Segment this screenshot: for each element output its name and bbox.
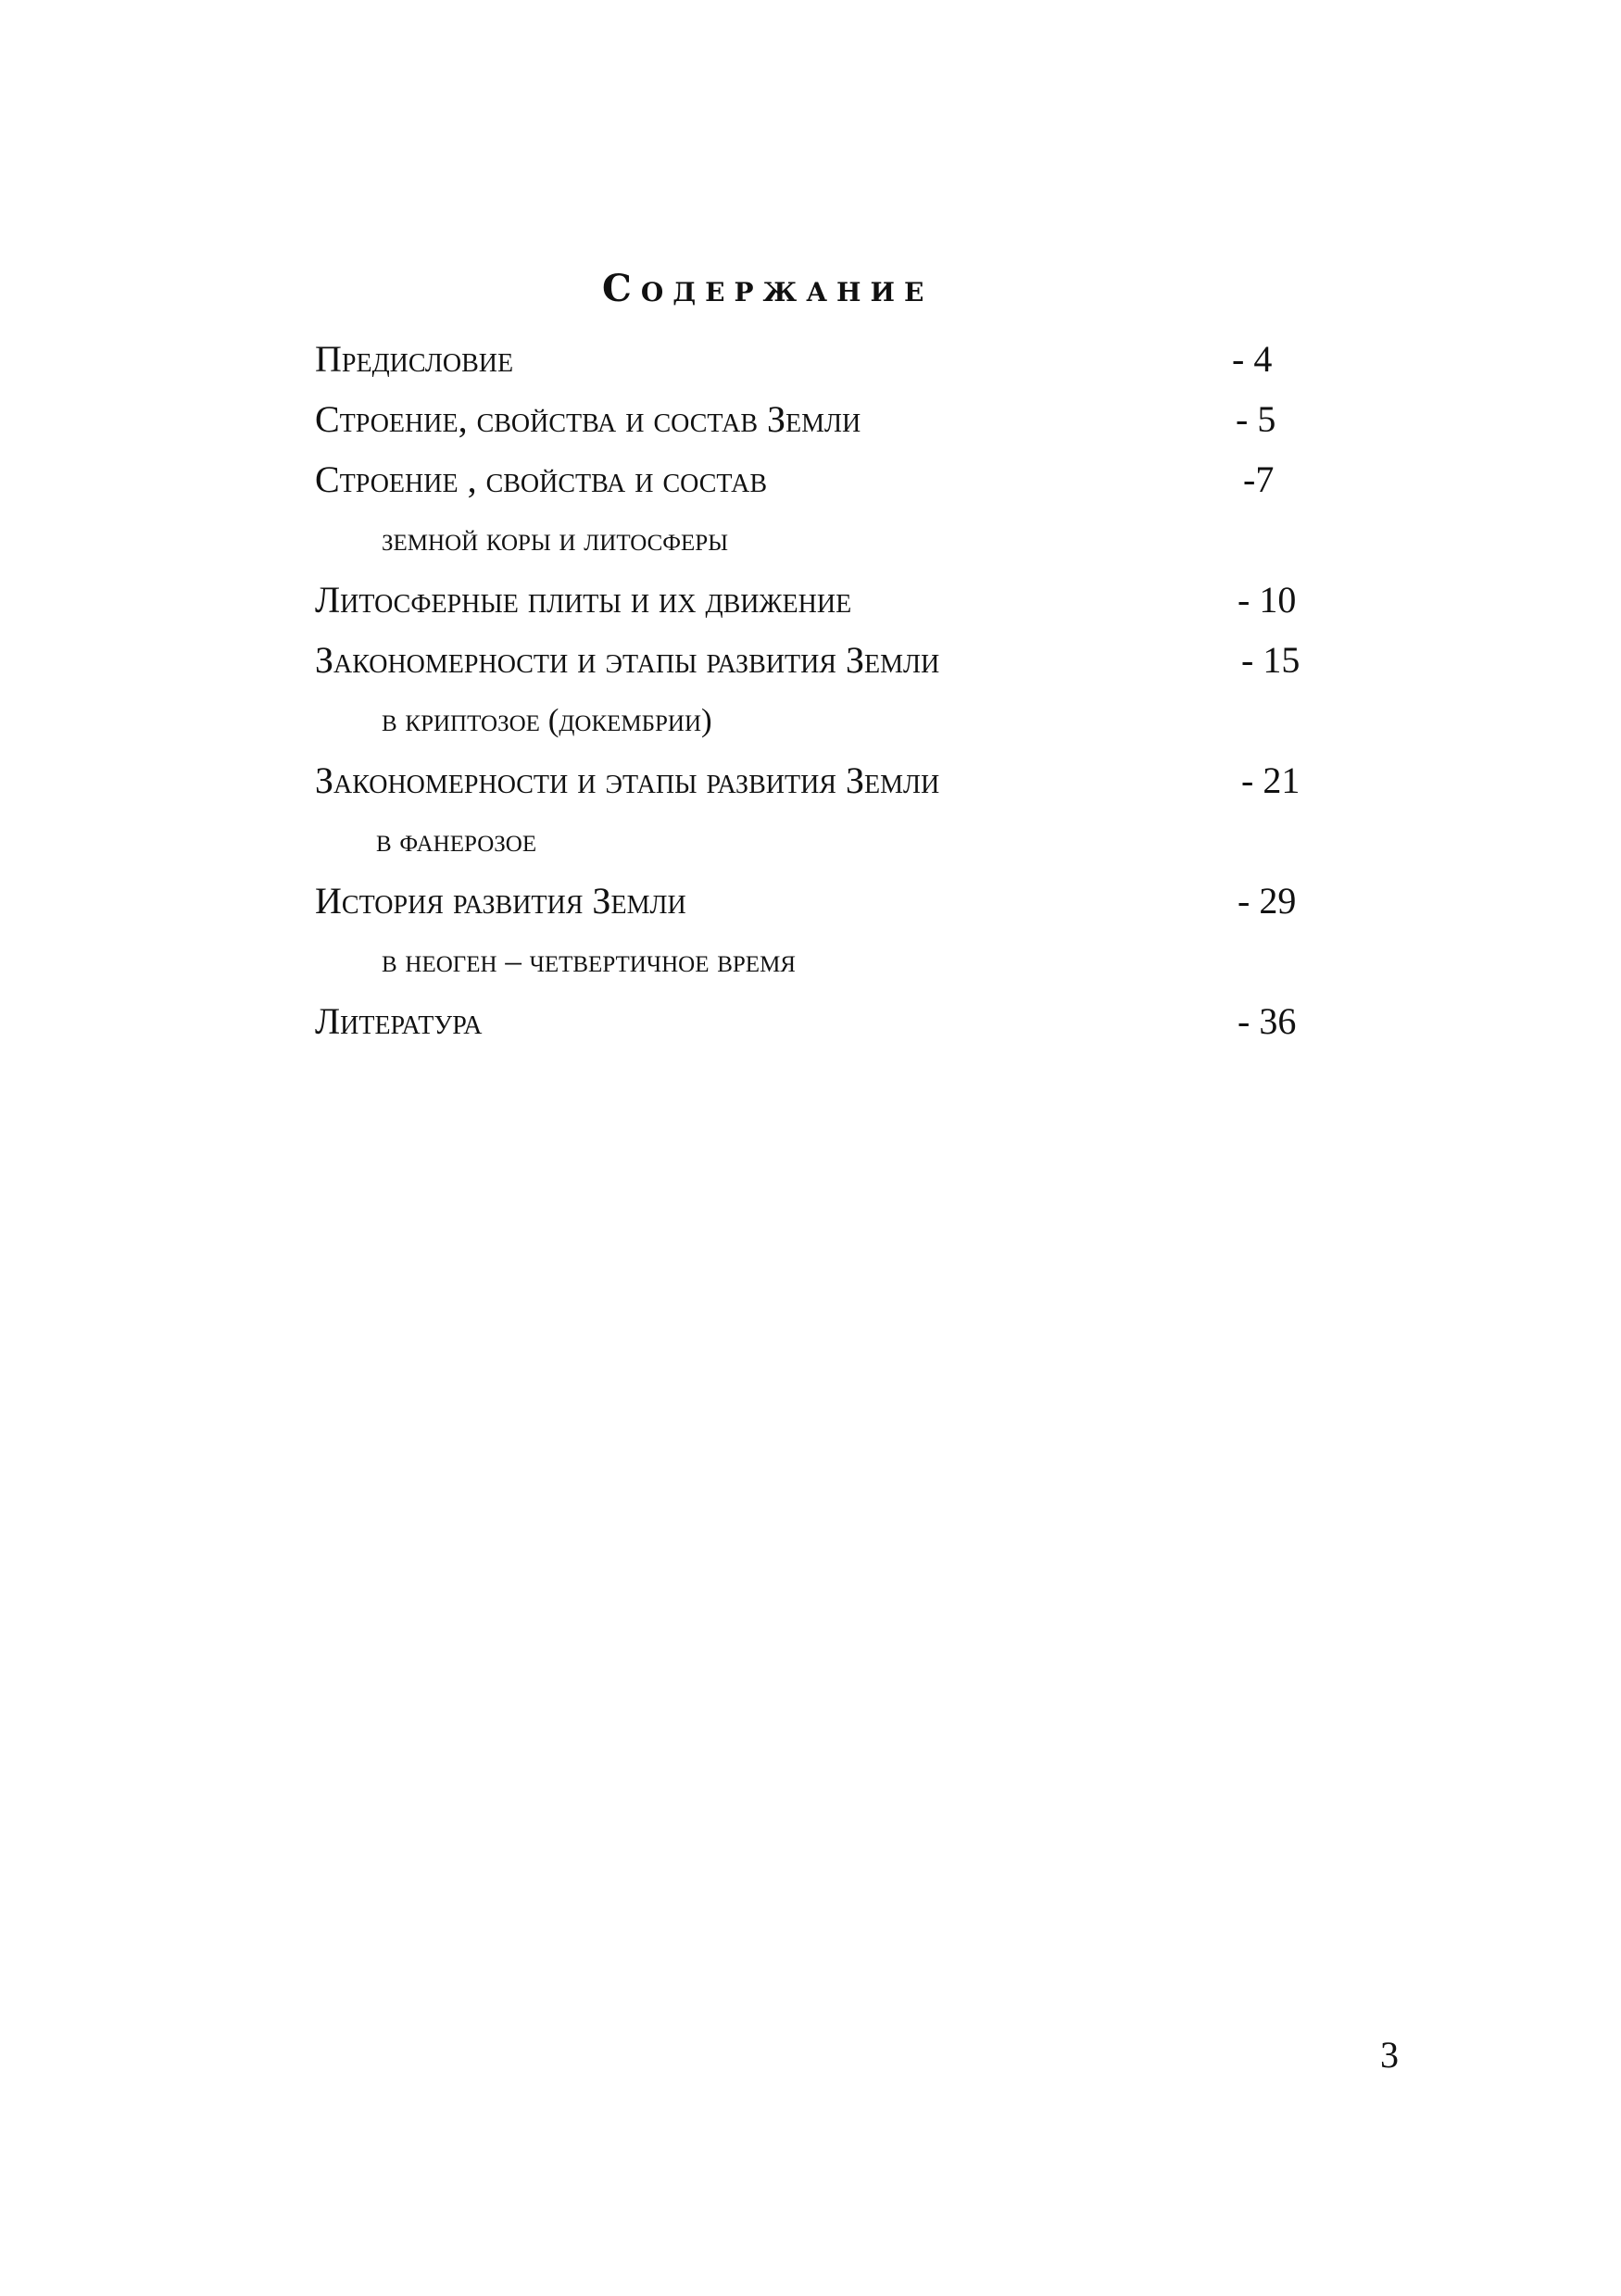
toc-entry-page: - 15 bbox=[1241, 639, 1301, 681]
toc-entry-page: - 36 bbox=[1238, 1000, 1297, 1042]
toc-entry-label: в неоген – четвертичное время bbox=[382, 943, 796, 979]
toc-entry-label: Закономерности и этапы развития Земли bbox=[315, 759, 940, 801]
toc-entry-page: - 29 bbox=[1238, 880, 1297, 922]
toc-entry-label: в фанерозое bbox=[376, 822, 537, 859]
toc-entry-label: Строение , свойства и состав bbox=[315, 458, 768, 500]
toc-entry-page: - 4 bbox=[1232, 338, 1273, 380]
toc-entry-page: - 21 bbox=[1241, 759, 1301, 801]
toc-entry-page: - 10 bbox=[1238, 579, 1297, 621]
toc-entry-page: - 5 bbox=[1236, 398, 1276, 440]
toc-entry-label: Закономерности и этапы развития Земли bbox=[315, 639, 940, 681]
toc-entry-page: -7 bbox=[1243, 458, 1275, 500]
toc-entry-neogene-history[interactable] bbox=[315, 871, 1334, 931]
page-number: 3 bbox=[1380, 2034, 1399, 2076]
toc-entry-lithospheric-plates[interactable] bbox=[315, 570, 1334, 630]
toc-entry-label: Предисловие bbox=[315, 338, 514, 380]
toc-entry-earth-structure[interactable] bbox=[315, 389, 1334, 449]
toc-entry-literature[interactable] bbox=[315, 991, 1334, 1051]
toc-entry-crust-structure[interactable] bbox=[315, 449, 1334, 509]
toc-entry-label: История развития Земли bbox=[315, 880, 686, 922]
toc-entry-label: Строение, свойства и состав Земли bbox=[315, 398, 861, 440]
toc-entry-cryptozoic-continued bbox=[315, 690, 1334, 750]
toc-entry-label: Литосферные плиты и их движение bbox=[315, 579, 852, 621]
toc-entry-preface[interactable] bbox=[315, 329, 1334, 389]
toc-entry-label: земной коры и литосферы bbox=[382, 521, 729, 558]
toc-entry-crust-structure-continued bbox=[315, 509, 1334, 570]
toc-entry-phanerozoic-continued bbox=[315, 810, 1334, 871]
toc-entry-phanerozoic[interactable] bbox=[315, 750, 1334, 810]
toc-title: Содержание bbox=[602, 267, 934, 310]
toc-entry-label: в криптозое (докембрии) bbox=[382, 702, 712, 738]
toc-entry-neogene-history-continued bbox=[315, 931, 1334, 991]
toc-entry-cryptozoic[interactable] bbox=[315, 630, 1334, 690]
table-of-contents bbox=[315, 329, 1334, 1051]
toc-entry-label: Литература bbox=[315, 1000, 483, 1042]
